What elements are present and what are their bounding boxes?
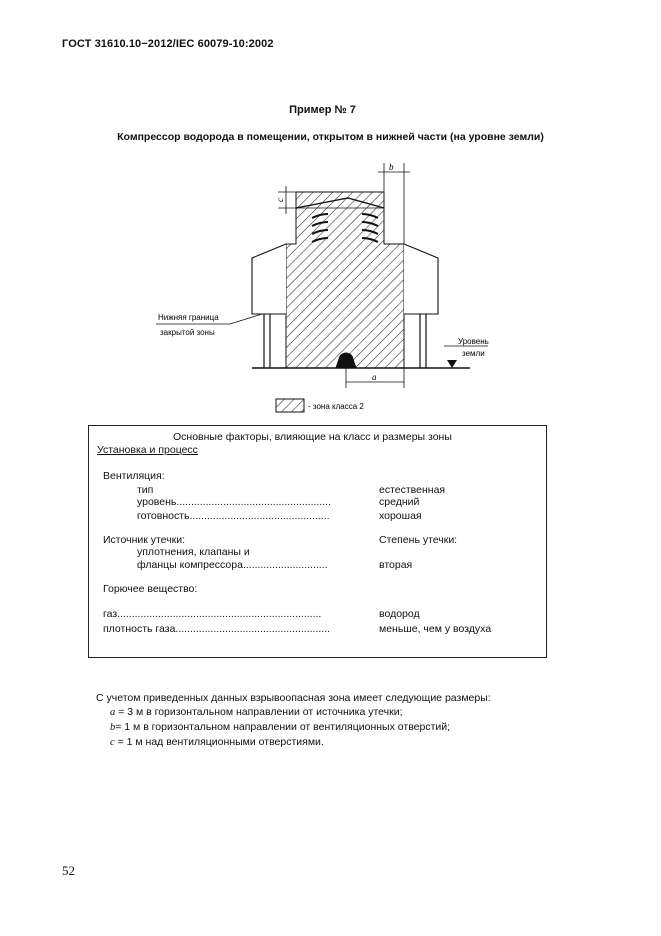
ground-level-marker [447, 360, 457, 368]
legend-text: - зона класса 2 [308, 402, 364, 411]
conclusion-a [96, 705, 491, 720]
conclusion-c [96, 735, 491, 750]
ventilation-label: Вентиляция: [103, 470, 165, 482]
dimension-c-label: c [275, 198, 285, 202]
ground-level-label-1: Уровень [458, 337, 489, 346]
type-value: естественная [379, 484, 446, 496]
density-label-text: плотность газа [103, 623, 176, 635]
ground-level-label-2: земли [462, 349, 485, 358]
var-b: b [110, 722, 116, 733]
factors-title: Основные факторы, влияющие на класс и размеры зоны [173, 431, 452, 443]
lower-boundary-label-1: Нижняя граница [158, 313, 219, 322]
lower-boundary-label-2: закрытой зоны [160, 328, 215, 337]
readiness-label-text: готовность [137, 510, 190, 522]
legend-hatch-swatch [276, 399, 304, 412]
level-label: уровень..................................................... [137, 496, 332, 508]
page-number: 52 [62, 863, 75, 878]
conclusion-text [96, 691, 491, 750]
seals-label-line2: фланцы компрессора............................. [137, 559, 328, 571]
readiness-label: готовность................................................ [137, 510, 330, 522]
var-a: a [110, 707, 116, 718]
conclusion-intro: С учетом приведенных данных взрывоопасная зона имеет следующие размеры: [96, 692, 491, 704]
seals-label-text: фланцы компрессора [137, 559, 243, 571]
example-title-text: Пример № 7 [289, 104, 356, 116]
conclusion-b [96, 720, 491, 735]
document-header: ГОСТ 31610.10−2012/IEC 60079-10:2002 [62, 38, 274, 50]
substance-label: Горючее вещество: [103, 583, 198, 595]
gas-value: водород [379, 608, 420, 620]
example-subtitle-text: Компрессор водорода в помещении, открытом в нижней части (на уровне земли) [117, 131, 544, 143]
left-canopy [252, 244, 286, 314]
level-label-text: уровень [137, 496, 177, 508]
conclusion-c-text: = 1 м над вентиляционными отверстиями. [114, 736, 324, 748]
factors-table [88, 425, 547, 658]
dimension-b-label: b [389, 162, 394, 172]
source-label: Источник утечки: [103, 534, 186, 546]
density-label: плотность газа..................................................... [103, 623, 331, 635]
density-value: меньше, чем у воздуха [379, 623, 492, 635]
dimension-a-label: a [372, 372, 377, 382]
gas-label: газ...................................................................... [103, 608, 322, 620]
readiness-value: хорошая [379, 510, 422, 522]
factors-section-heading: Установка и процесс [97, 444, 198, 456]
compressor-zone-figure [0, 0, 661, 420]
conclusion-b-text: = 1 м в горизонтальном направлении от вентиляционных отверстий; [115, 721, 451, 733]
seals-label-line1: уплотнения, клапаны и [137, 546, 250, 558]
seals-value: вторая [379, 559, 413, 571]
gas-label-text: газ [103, 608, 118, 620]
type-label: тип [137, 484, 154, 496]
hazard-zone-hatched [286, 192, 404, 368]
var-c: c [110, 737, 115, 748]
conclusion-a-text: = 3 м в горизонтальном направлении от источника утечки; [115, 706, 403, 718]
degree-label: Степень утечки: [379, 534, 458, 546]
right-canopy [404, 244, 438, 314]
level-value: средний [379, 496, 420, 508]
